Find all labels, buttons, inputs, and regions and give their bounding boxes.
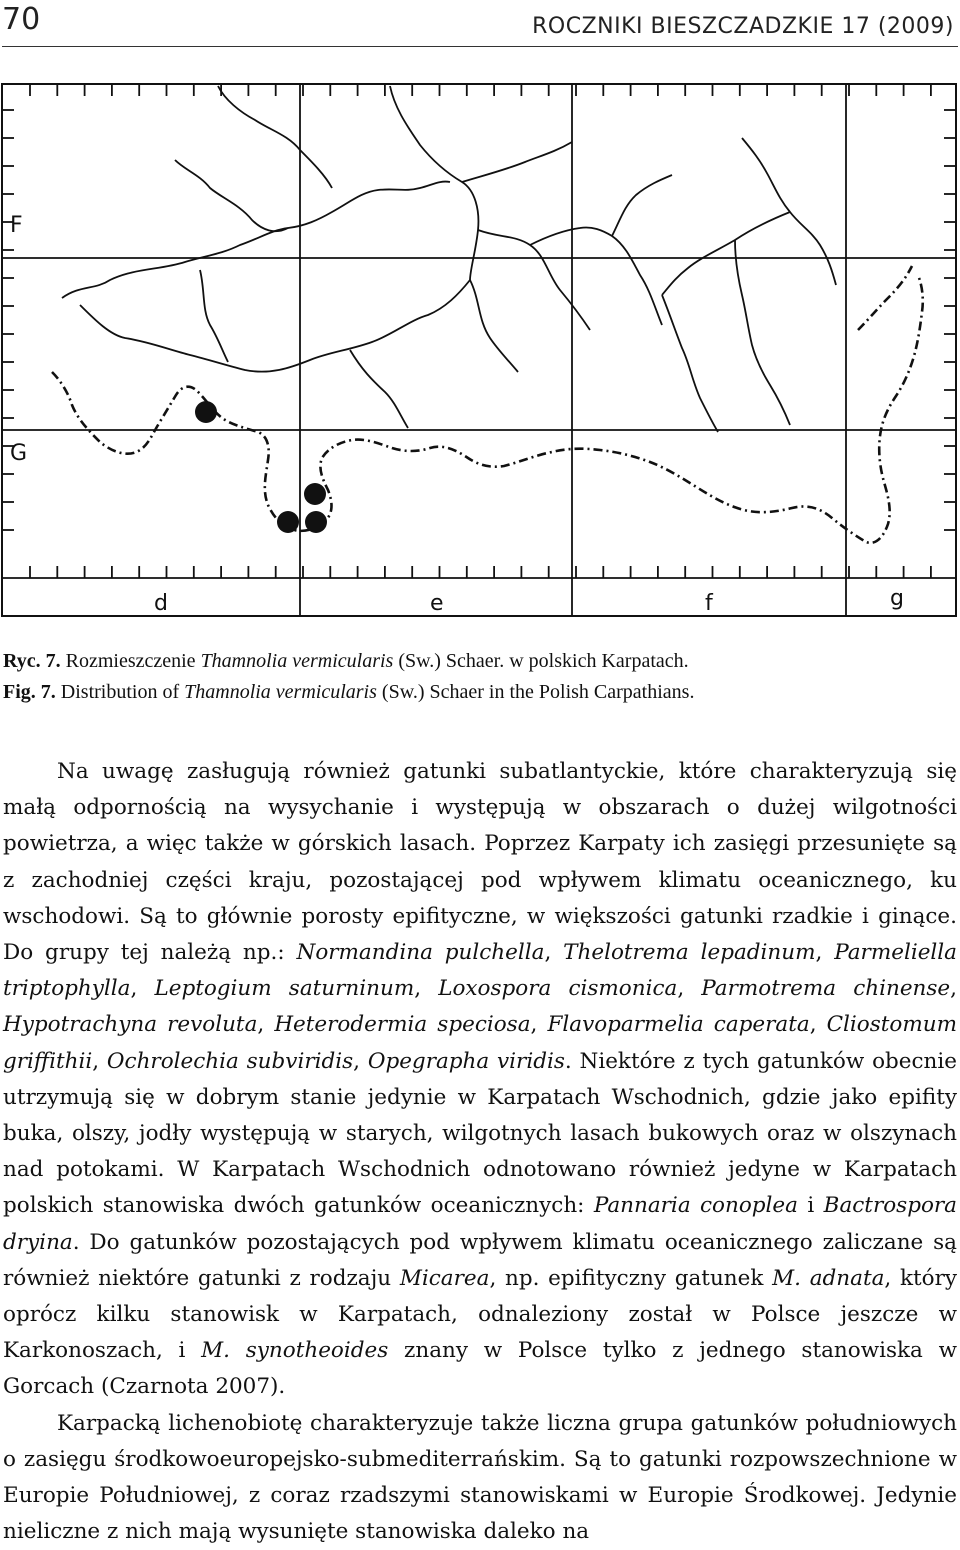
river (218, 86, 332, 188)
site-markers (195, 401, 327, 533)
caption-en-prefix: Fig. 7. (3, 681, 56, 703)
species-name: Micarea (399, 1265, 490, 1291)
text-run: . Niektóre z tych gatunków obecnie utrzymują się w dobrym stanie jedynie w Karpatach Wschodnich, gdzie jako epifity buka, olszy, jodły występują w starych, wilgotnych lasach bukowych oraz w olszynach nad potokami. W Karpatach Wschodnich odnotowano również jedyne w Karpatach polskich stanowiska dwóch gatunków oceanicznych: (3, 1048, 958, 1219)
caption-pl-species: Thamnolia vermicularis (200, 650, 394, 672)
page-header (0, 0, 960, 48)
river (470, 280, 518, 372)
caption-en-text-2: (Sw.) Schaer in the Polish Carpathians. (376, 681, 695, 703)
species-name: Normandina pulchella (296, 940, 545, 966)
caption-en-species: Thamnolia vermicularis (184, 681, 377, 703)
river (200, 270, 228, 362)
species-name: Loxospora cismonica (438, 976, 678, 1002)
species-name: Heterodermia speciosa (274, 1012, 531, 1038)
caption-pl-prefix: Ryc. 7. (3, 650, 61, 672)
column-label-f: f (705, 591, 713, 616)
row-label-g: G (10, 441, 28, 466)
site-marker (304, 483, 326, 505)
text-run: , (257, 1012, 275, 1038)
river (662, 212, 790, 295)
journal-title: ROCZNIKI BIESZCZADZKIE 17 (2009) (532, 14, 954, 39)
text-run: , (815, 940, 835, 966)
border-line (52, 275, 923, 543)
page-number: 70 (2, 2, 41, 37)
river (530, 227, 662, 325)
map-tick-marks (2, 84, 956, 578)
species-name: M. synotheoides (201, 1338, 389, 1364)
river (462, 142, 572, 182)
column-label-g: g (890, 586, 904, 611)
map-frame (2, 84, 956, 616)
text-run: , który oprócz kilku stanowisk w Karpatach, odnaleziony został w Polsce jeszcze w Karkonoszach, i (3, 1265, 957, 1364)
text-run: , (809, 1012, 827, 1038)
species-name: Pannaria conoplea (593, 1193, 798, 1219)
text-run: , (530, 1012, 548, 1038)
text-run: , (950, 976, 957, 1002)
border-line (858, 266, 912, 330)
species-name: M. adnata (772, 1265, 885, 1291)
map-grid (2, 84, 956, 616)
species-name: Hypotrachyna revoluta (3, 1012, 258, 1038)
text-run: , (92, 1048, 107, 1074)
river (175, 160, 288, 231)
text-run: , (677, 976, 702, 1002)
rivers (62, 86, 836, 432)
figure-caption (3, 646, 953, 708)
text-run: , (353, 1048, 368, 1074)
site-marker (305, 511, 327, 533)
species-name: Opegrapha viridis (367, 1048, 565, 1074)
caption-english (3, 677, 953, 708)
grid-labels (10, 213, 904, 616)
species-name: Flavoparmelia caperata (547, 1012, 810, 1038)
text-run: , (414, 976, 439, 1002)
site-marker (195, 401, 217, 423)
river (612, 175, 672, 236)
row-label-f: F (10, 213, 23, 238)
species-name: Parmotrema chinense (701, 976, 951, 1002)
species-name: Cliostomum griffithii (3, 1012, 957, 1074)
text-run: Karpacką lichenobiotę charakteryzuje także liczna grupa gatunków południowych o zasięgu środkowoeuropejsko-submediterrańskim. Są to gatunki rozpowszechnione w Europie Południowej, z coraz rzadszymi stanowiskami w Europie Środkowej. Jedynie nieliczne z nich mają wysunięte stanowiska daleko na (3, 1410, 957, 1545)
map-figure (0, 80, 960, 620)
paragraph-2 (3, 1406, 957, 1550)
column-label-d: d (154, 591, 168, 616)
text-run: znany w Polsce tylko z jednego stanowiska w Gorcach (Czarnota 2007). (3, 1338, 957, 1400)
species-name: Parmeliella triptophylla (3, 940, 957, 1002)
text-run: , (544, 940, 564, 966)
text-run: Na uwagę zasługują również gatunki subatlantyckie, które charakteryzują się małą odpornością na wysychanie i występują w obszarach o dużej wilgotności powietrza, a więc także w górskich lasach. Poprzez Karpaty ich zasięgi przesunięte są z zachodniej części kraju, pozostającej pod wpływem klimatu oceanicznego, ku wschodowi. Są to głównie porosty epifityczne, w większości gatunki rzadkie i ginące. Do grupy tej należą np.: (3, 759, 957, 966)
species-name: Bactrospora dryina (3, 1193, 957, 1255)
text-run: , np. epifityczny gatunek (489, 1265, 773, 1291)
species-name: Ochrolechia subviridis (106, 1048, 354, 1074)
species-name: Leptogium saturninum (154, 976, 415, 1002)
caption-pl-text-1: Rozmieszczenie (60, 650, 201, 672)
species-name: Thelotrema lepadinum (563, 940, 816, 966)
river (350, 350, 408, 428)
site-marker (277, 511, 299, 533)
text-run: , (130, 976, 155, 1002)
body-text (3, 754, 957, 1550)
caption-en-text-1: Distribution of (55, 681, 185, 703)
caption-pl-text-2: (Sw.) Schaer. w polskich Karpatach. (393, 650, 689, 672)
text-run: i (797, 1193, 824, 1219)
header-rule (2, 46, 958, 47)
river (62, 182, 450, 298)
caption-polish (3, 646, 953, 677)
distribution-map (0, 80, 960, 620)
column-label-e: e (430, 591, 444, 616)
river (735, 240, 790, 425)
paragraph-1 (3, 754, 957, 1406)
river (478, 230, 590, 330)
river (662, 295, 718, 432)
river (80, 280, 470, 372)
text-run: . Do gatunków pozostających pod wpływem klimatu oceanicznego zaliczane są również niektóre gatunki z rodzaju (3, 1229, 957, 1291)
